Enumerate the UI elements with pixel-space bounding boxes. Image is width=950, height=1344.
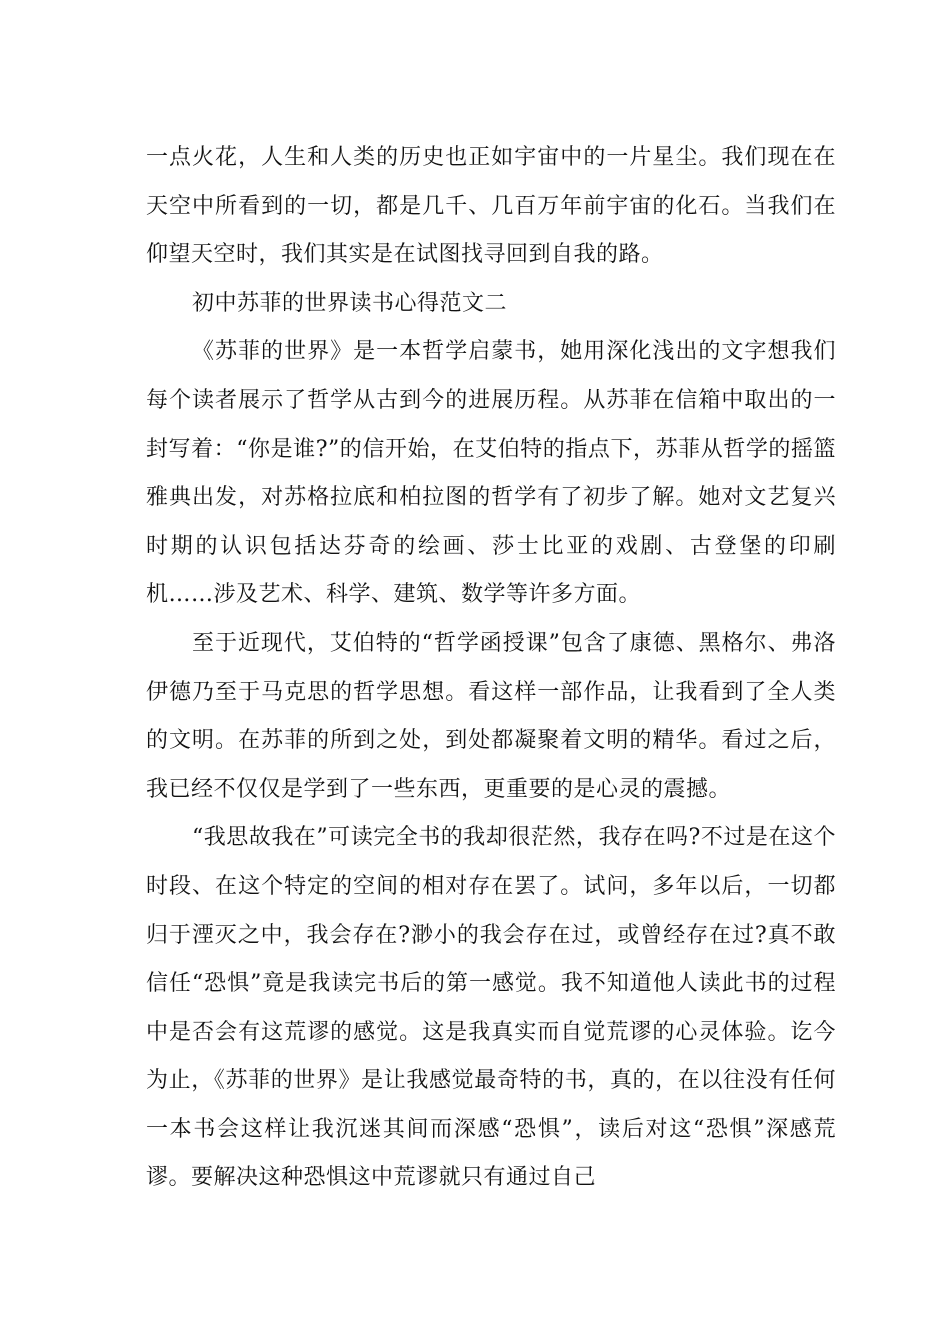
paragraph: 《苏菲的世界》是一本哲学启蒙书，她用深化浅出的文字想我们每个读者展示了哲学从古到今的进展历程。从苏菲在信箱中取出的一封写着：“你是谁?”的信开始，在艾伯特的指点下，苏菲从哲学的摇篮雅典出发，对苏格拉底和柏拉图的哲学有了初步了解。她对文艺复兴时期的认识包括达芬奇的绘画、莎士比亚的戏剧、古登堡的印刷机……涉及艺术、科学、建筑、数学等许多方面。	[146, 339, 836, 608]
paragraph: “我思故我在”可读完全书的我却很茫然，我存在吗?不过是在这个时段、在这个特定的空间的相对存在罢了。试问，多年以后，一切都归于湮灭之中，我会存在?渺小的我会存在过，或曾经存在过?真不敢信任“恐惧”竟是我读完书后的第一感觉。我不知道他人读此书的过程中是否会有这荒谬的感觉。这是我真实而自觉荒谬的心灵体验。讫今为止，《苏菲的世界》是让我感觉最奇特的书，真的，在以往没有任何一本书会这样让我沉迷其间而深感“恐惧”，读后对这“恐惧”深感荒谬。要解决这种恐惧这中荒谬就只有通过自己	[146, 825, 836, 1191]
paragraph-continuation: 一点火花，人生和人类的历史也正如宇宙中的一片星尘。我们现在在天空中所看到的一切，都是几千、几百万年前宇宙的化石。当我们在仰望天空时，我们其实是在试图找寻回到自我的路。	[146, 145, 836, 268]
body-text	[146, 134, 836, 1203]
section-heading: 初中苏菲的世界读书心得范文二	[192, 290, 508, 316]
paragraph: 至于近现代，艾伯特的“哲学函授课”包含了康德、黑格尔、弗洛伊德乃至于马克思的哲学思想。看这样一部作品，让我看到了全人类的文明。在苏菲的所到之处，到处都凝聚着文明的精华。看过之后，我已经不仅仅是学到了一些东西，更重要的是心灵的震撼。	[146, 630, 836, 802]
